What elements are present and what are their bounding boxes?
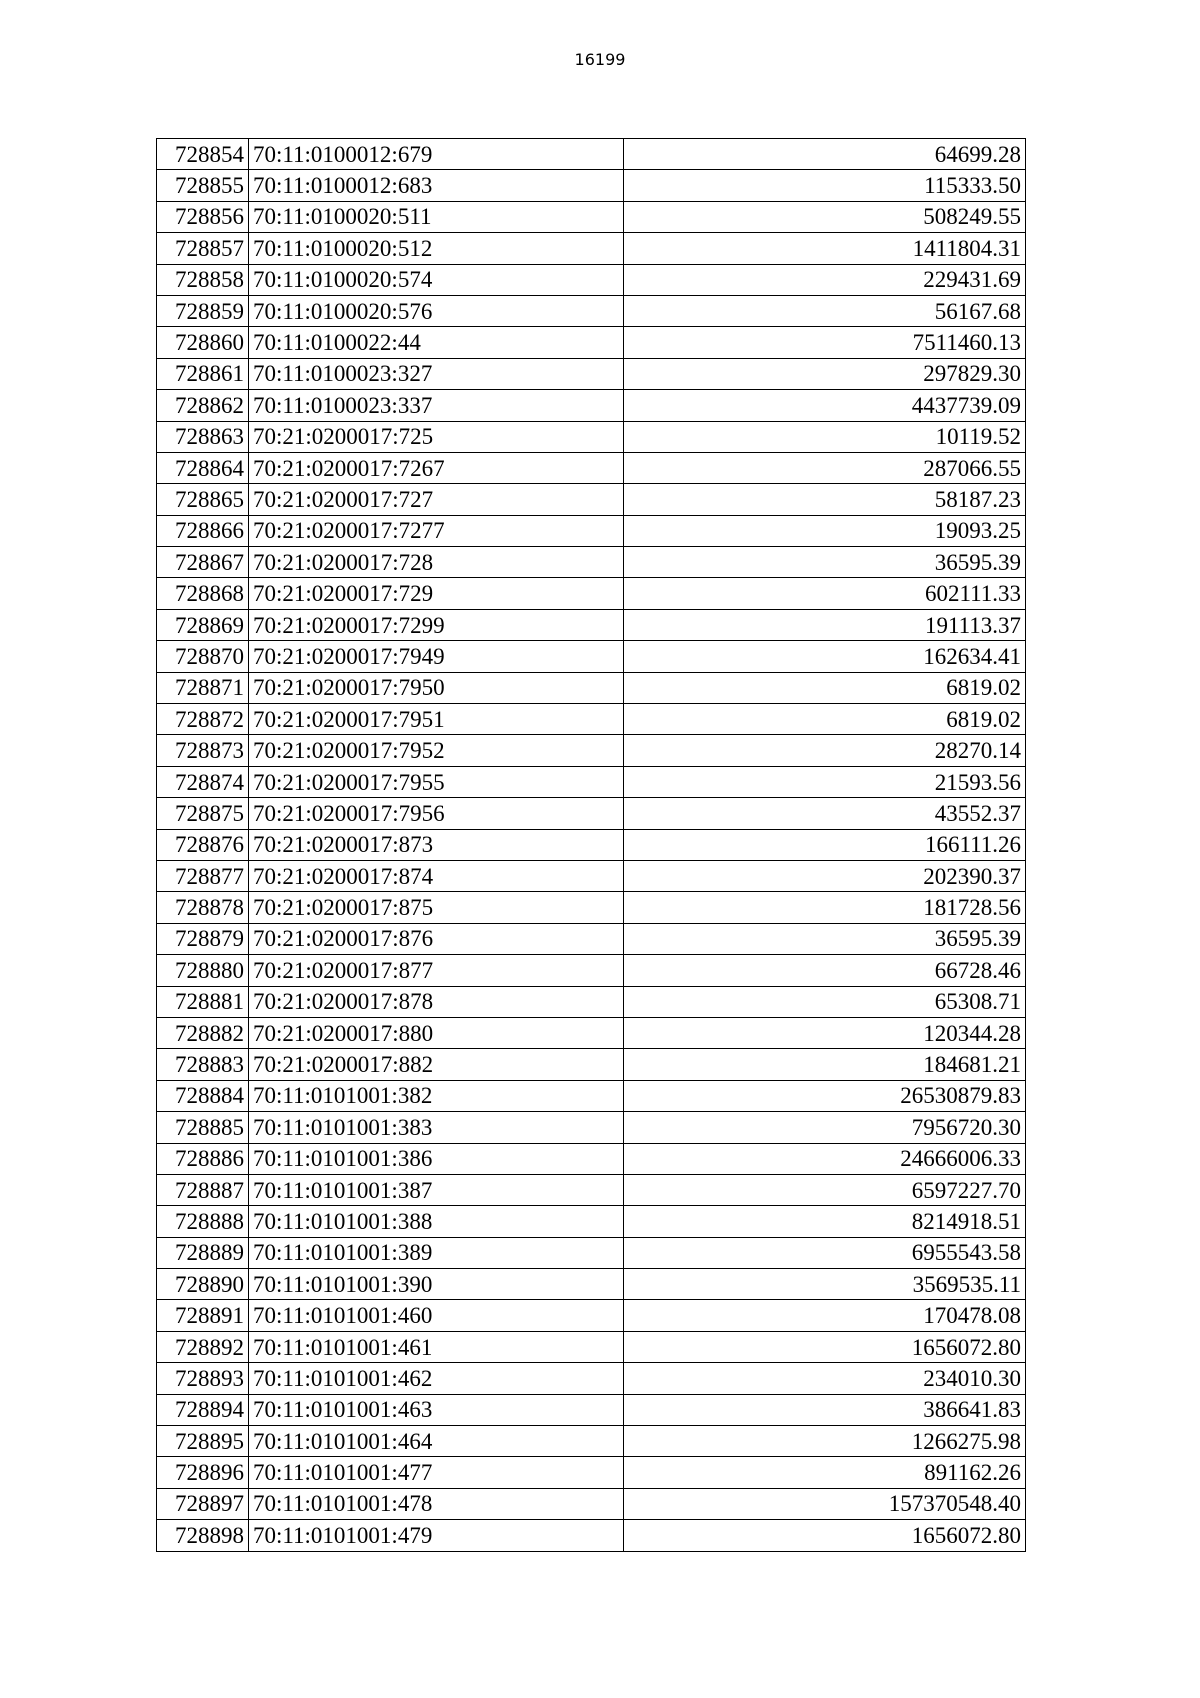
cadastral-number-cell: 70:11:0100020:576 (249, 295, 624, 326)
value-cell: 3569535.11 (624, 1269, 1026, 1300)
cadastral-number-cell: 70:21:0200017:873 (249, 829, 624, 860)
table-row (157, 1174, 1026, 1205)
row-number-cell: 728863 (157, 421, 249, 452)
cadastral-number-cell: 70:21:0200017:727 (249, 484, 624, 515)
value-cell: 508249.55 (624, 201, 1026, 232)
cadastral-number-cell: 70:11:0100023:327 (249, 358, 624, 389)
cadastral-value-table (156, 138, 1026, 1552)
row-number-cell: 728872 (157, 704, 249, 735)
value-cell: 36595.39 (624, 923, 1026, 954)
table-row (157, 1488, 1026, 1519)
value-cell: 166111.26 (624, 829, 1026, 860)
row-number-cell: 728871 (157, 672, 249, 703)
value-cell: 1656072.80 (624, 1520, 1026, 1551)
cadastral-number-cell: 70:11:0101001:383 (249, 1112, 624, 1143)
value-cell: 157370548.40 (624, 1488, 1026, 1519)
table-row (157, 672, 1026, 703)
table-row (157, 201, 1026, 232)
table-row (157, 1112, 1026, 1143)
cadastral-number-cell: 70:11:0101001:461 (249, 1331, 624, 1362)
cadastral-number-cell: 70:21:0200017:882 (249, 1049, 624, 1080)
row-number-cell: 728877 (157, 860, 249, 891)
cadastral-number-cell: 70:21:0200017:877 (249, 955, 624, 986)
value-cell: 7511460.13 (624, 327, 1026, 358)
row-number-cell: 728861 (157, 358, 249, 389)
cadastral-number-cell: 70:11:0101001:390 (249, 1269, 624, 1300)
cadastral-number-cell: 70:21:0200017:7949 (249, 641, 624, 672)
cadastral-number-cell: 70:21:0200017:7299 (249, 609, 624, 640)
row-number-cell: 728866 (157, 515, 249, 546)
table-row (157, 578, 1026, 609)
cadastral-number-cell: 70:21:0200017:7951 (249, 704, 624, 735)
value-cell: 26530879.83 (624, 1080, 1026, 1111)
cadastral-number-cell: 70:11:0101001:386 (249, 1143, 624, 1174)
cadastral-number-cell: 70:11:0101001:479 (249, 1520, 624, 1551)
value-cell: 56167.68 (624, 295, 1026, 326)
value-cell: 184681.21 (624, 1049, 1026, 1080)
row-number-cell: 728856 (157, 201, 249, 232)
value-cell: 8214918.51 (624, 1206, 1026, 1237)
cadastral-number-cell: 70:11:0100020:574 (249, 264, 624, 295)
table-row (157, 1300, 1026, 1331)
value-cell: 234010.30 (624, 1363, 1026, 1394)
cadastral-number-cell: 70:11:0101001:382 (249, 1080, 624, 1111)
table-row (157, 1269, 1026, 1300)
table-row (157, 547, 1026, 578)
table-row (157, 1426, 1026, 1457)
table-row (157, 1080, 1026, 1111)
row-number-cell: 728864 (157, 452, 249, 483)
table-row (157, 766, 1026, 797)
table-row (157, 735, 1026, 766)
table-row (157, 1331, 1026, 1362)
cadastral-number-cell: 70:21:0200017:7956 (249, 798, 624, 829)
row-number-cell: 728884 (157, 1080, 249, 1111)
value-cell: 64699.28 (624, 139, 1026, 170)
cadastral-number-cell: 70:21:0200017:7955 (249, 766, 624, 797)
value-cell: 120344.28 (624, 1017, 1026, 1048)
value-cell: 297829.30 (624, 358, 1026, 389)
value-cell: 229431.69 (624, 264, 1026, 295)
cadastral-number-cell: 70:11:0101001:464 (249, 1426, 624, 1457)
cadastral-number-cell: 70:11:0101001:478 (249, 1488, 624, 1519)
table-row (157, 170, 1026, 201)
cadastral-number-cell: 70:21:0200017:874 (249, 860, 624, 891)
value-cell: 1656072.80 (624, 1331, 1026, 1362)
row-number-cell: 728854 (157, 139, 249, 170)
cadastral-number-cell: 70:21:0200017:878 (249, 986, 624, 1017)
value-cell: 6955543.58 (624, 1237, 1026, 1268)
value-cell: 36595.39 (624, 547, 1026, 578)
value-cell: 6819.02 (624, 672, 1026, 703)
value-cell: 7956720.30 (624, 1112, 1026, 1143)
row-number-cell: 728887 (157, 1174, 249, 1205)
cadastral-number-cell: 70:11:0101001:388 (249, 1206, 624, 1237)
page-number: 16199 (574, 50, 626, 69)
value-cell: 1266275.98 (624, 1426, 1026, 1457)
value-cell: 10119.52 (624, 421, 1026, 452)
row-number-cell: 728896 (157, 1457, 249, 1488)
row-number-cell: 728858 (157, 264, 249, 295)
cadastral-number-cell: 70:11:0101001:460 (249, 1300, 624, 1331)
table-row (157, 1394, 1026, 1425)
table-row (157, 955, 1026, 986)
table-row (157, 295, 1026, 326)
cadastral-number-cell: 70:11:0101001:462 (249, 1363, 624, 1394)
row-number-cell: 728860 (157, 327, 249, 358)
value-cell: 386641.83 (624, 1394, 1026, 1425)
value-cell: 24666006.33 (624, 1143, 1026, 1174)
row-number-cell: 728855 (157, 170, 249, 201)
value-cell: 115333.50 (624, 170, 1026, 201)
cadastral-number-cell: 70:11:0101001:463 (249, 1394, 624, 1425)
row-number-cell: 728883 (157, 1049, 249, 1080)
cadastral-number-cell: 70:21:0200017:7277 (249, 515, 624, 546)
cadastral-number-cell: 70:11:0100020:512 (249, 233, 624, 264)
table-row (157, 358, 1026, 389)
row-number-cell: 728870 (157, 641, 249, 672)
cadastral-number-cell: 70:11:0101001:477 (249, 1457, 624, 1488)
row-number-cell: 728895 (157, 1426, 249, 1457)
table-body (157, 139, 1026, 1552)
table-row (157, 1237, 1026, 1268)
value-cell: 43552.37 (624, 798, 1026, 829)
value-cell: 19093.25 (624, 515, 1026, 546)
cadastral-number-cell: 70:21:0200017:7267 (249, 452, 624, 483)
table-row (157, 609, 1026, 640)
table-row (157, 421, 1026, 452)
value-cell: 28270.14 (624, 735, 1026, 766)
table-row (157, 264, 1026, 295)
table-row (157, 829, 1026, 860)
row-number-cell: 728875 (157, 798, 249, 829)
row-number-cell: 728885 (157, 1112, 249, 1143)
row-number-cell: 728873 (157, 735, 249, 766)
value-cell: 287066.55 (624, 452, 1026, 483)
cadastral-number-cell: 70:11:0100012:679 (249, 139, 624, 170)
table-row (157, 704, 1026, 735)
cadastral-number-cell: 70:21:0200017:729 (249, 578, 624, 609)
table-row (157, 798, 1026, 829)
row-number-cell: 728859 (157, 295, 249, 326)
cadastral-number-cell: 70:21:0200017:7952 (249, 735, 624, 766)
row-number-cell: 728876 (157, 829, 249, 860)
value-cell: 170478.08 (624, 1300, 1026, 1331)
row-number-cell: 728874 (157, 766, 249, 797)
table-row (157, 1206, 1026, 1237)
cadastral-number-cell: 70:21:0200017:876 (249, 923, 624, 954)
row-number-cell: 728879 (157, 923, 249, 954)
row-number-cell: 728865 (157, 484, 249, 515)
value-cell: 162634.41 (624, 641, 1026, 672)
row-number-cell: 728882 (157, 1017, 249, 1048)
cadastral-number-cell: 70:11:0101001:387 (249, 1174, 624, 1205)
row-number-cell: 728880 (157, 955, 249, 986)
row-number-cell: 728878 (157, 892, 249, 923)
cadastral-number-cell: 70:11:0100022:44 (249, 327, 624, 358)
value-cell: 21593.56 (624, 766, 1026, 797)
table-row (157, 390, 1026, 421)
cadastral-number-cell: 70:21:0200017:875 (249, 892, 624, 923)
table-row (157, 452, 1026, 483)
cadastral-number-cell: 70:11:0100023:337 (249, 390, 624, 421)
value-cell: 181728.56 (624, 892, 1026, 923)
table-row (157, 892, 1026, 923)
table-row (157, 484, 1026, 515)
row-number-cell: 728862 (157, 390, 249, 421)
row-number-cell: 728869 (157, 609, 249, 640)
value-cell: 191113.37 (624, 609, 1026, 640)
row-number-cell: 728888 (157, 1206, 249, 1237)
row-number-cell: 728890 (157, 1269, 249, 1300)
table-row (157, 233, 1026, 264)
value-cell: 6597227.70 (624, 1174, 1026, 1205)
row-number-cell: 728857 (157, 233, 249, 264)
table-row (157, 139, 1026, 170)
row-number-cell: 728893 (157, 1363, 249, 1394)
cadastral-number-cell: 70:11:0100020:511 (249, 201, 624, 232)
row-number-cell: 728897 (157, 1488, 249, 1519)
row-number-cell: 728881 (157, 986, 249, 1017)
value-cell: 1411804.31 (624, 233, 1026, 264)
cadastral-number-cell: 70:11:0100012:683 (249, 170, 624, 201)
value-cell: 6819.02 (624, 704, 1026, 735)
value-cell: 66728.46 (624, 955, 1026, 986)
cadastral-number-cell: 70:21:0200017:728 (249, 547, 624, 578)
value-cell: 4437739.09 (624, 390, 1026, 421)
table-row (157, 986, 1026, 1017)
value-cell: 58187.23 (624, 484, 1026, 515)
row-number-cell: 728892 (157, 1331, 249, 1362)
row-number-cell: 728868 (157, 578, 249, 609)
row-number-cell: 728886 (157, 1143, 249, 1174)
row-number-cell: 728867 (157, 547, 249, 578)
value-cell: 65308.71 (624, 986, 1026, 1017)
table-row (157, 1049, 1026, 1080)
cadastral-number-cell: 70:21:0200017:7950 (249, 672, 624, 703)
table-row (157, 860, 1026, 891)
cadastral-number-cell: 70:21:0200017:880 (249, 1017, 624, 1048)
cadastral-number-cell: 70:11:0101001:389 (249, 1237, 624, 1268)
table-row (157, 1457, 1026, 1488)
row-number-cell: 728898 (157, 1520, 249, 1551)
value-cell: 891162.26 (624, 1457, 1026, 1488)
table-row (157, 1520, 1026, 1551)
value-cell: 202390.37 (624, 860, 1026, 891)
row-number-cell: 728891 (157, 1300, 249, 1331)
table-row (157, 515, 1026, 546)
table-row (157, 641, 1026, 672)
row-number-cell: 728894 (157, 1394, 249, 1425)
table-row (157, 923, 1026, 954)
table-row (157, 1017, 1026, 1048)
row-number-cell: 728889 (157, 1237, 249, 1268)
table-row (157, 1143, 1026, 1174)
value-cell: 602111.33 (624, 578, 1026, 609)
table-row (157, 1363, 1026, 1394)
cadastral-number-cell: 70:21:0200017:725 (249, 421, 624, 452)
table-row (157, 327, 1026, 358)
